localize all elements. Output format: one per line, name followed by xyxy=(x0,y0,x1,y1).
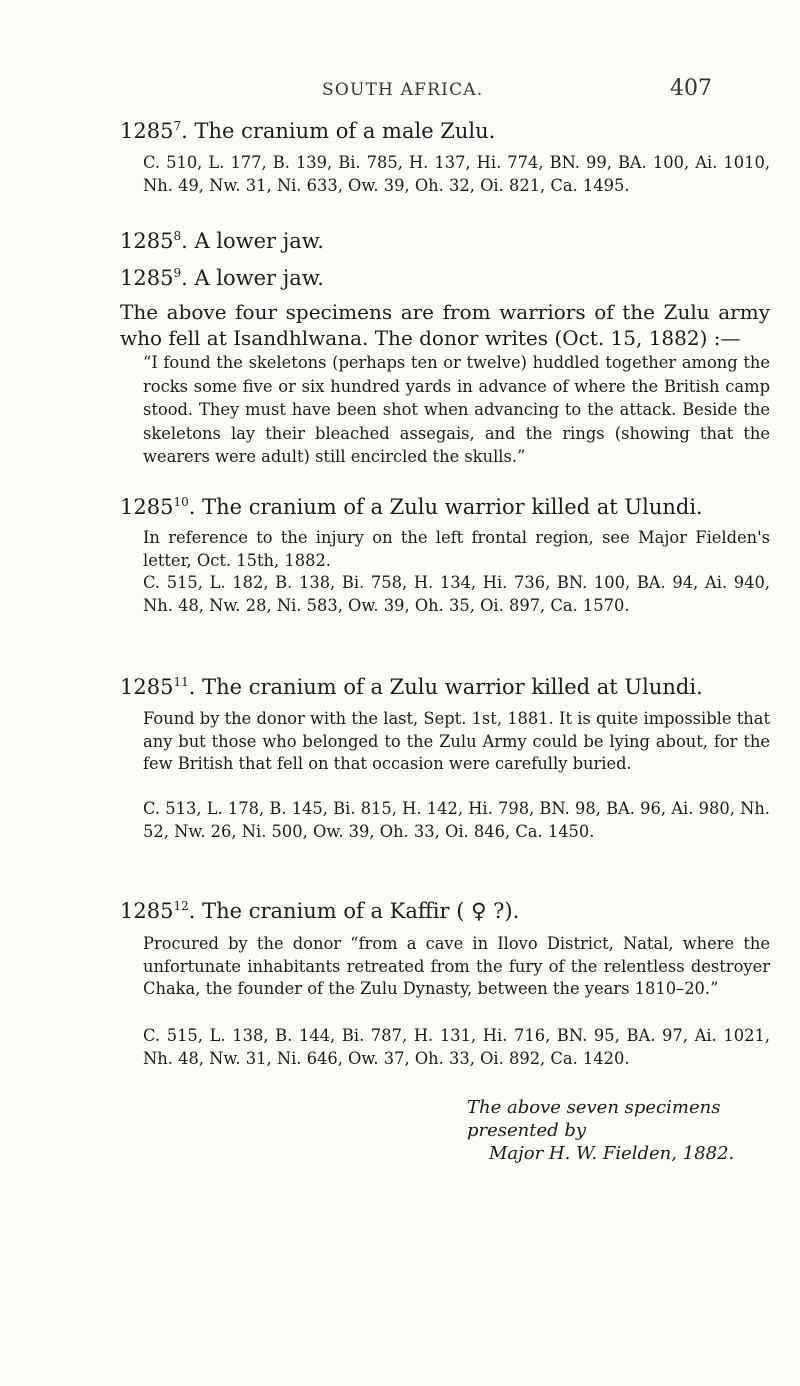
entry-1285-12-note: Procured by the donor “from a cave in Ilovo District, Natal, where the unfortunate inhabitants retreated from the fury of the relentless destroyer Chaka, the founder of the Zulu Dynasty, between the years 1810–20.” xyxy=(143,934,770,998)
page-number: 407 xyxy=(670,76,712,101)
entry-1285-12-measurements: C. 515, L. 138, B. 144, Bi. 787, H. 131, Hi. 716, BN. 95, BA. 97, Ai. 1021, Nh. 48, Nw. 31, Ni. 646, Ow. 37, Oh. 33, Oi. 892, Ca. 1420. xyxy=(143,1026,770,1068)
catalogue-number: 1285 xyxy=(120,229,174,253)
presentation-credit xyxy=(467,1096,800,1165)
catalogue-number: 1285 xyxy=(120,495,174,519)
entry-1285-10-note: In reference to the injury on the left frontal region, see Major Fielden's letter, Oct. 15th, 1882. xyxy=(143,528,770,570)
entry-1285-11-note: Found by the donor with the last, Sept. 1st, 1881. It is quite impossible that any but those who belonged to the Zulu Army could be lying about, for the few British that fell on that occasion were carefully buried. xyxy=(143,709,770,773)
catalogue-number: 1285 xyxy=(120,899,174,923)
entry-1285-8-title xyxy=(120,228,760,254)
catalogue-number: 1285 xyxy=(120,266,174,290)
entry-1285-9-title xyxy=(120,265,760,291)
entry-1285-11-measurements: C. 513, L. 178, B. 145, Bi. 815, H. 142, Hi. 798, BN. 98, BA. 96, Ai. 980, Nh. 52, Nw. 26, Ni. 500, Ow. 39, Oh. 33, Oi. 846, Ca. 1450. xyxy=(143,799,770,841)
entry-1285-10-measurements: C. 515, L. 182, B. 138, Bi. 758, H. 134, Hi. 736, BN. 100, BA. 94, Ai. 940, Nh. 48, Nw. 28, Ni. 583, Ow. 39, Oh. 35, Oi. 897, Ca. 1570. xyxy=(143,573,770,615)
entry-title: . A lower jaw. xyxy=(181,266,324,290)
catalogue-number: 1285 xyxy=(120,119,174,143)
entry-1285-10-title xyxy=(120,494,760,520)
catalogue-superscript: 11 xyxy=(173,675,189,689)
credit-line-1: The above seven specimens presented by xyxy=(467,1097,721,1141)
catalogue-superscript: 12 xyxy=(173,899,189,913)
entry-1285-7-title xyxy=(120,118,760,144)
entry-1285-11-title xyxy=(120,674,760,700)
entry-title: . The cranium of a Kaffir ( ♀ ?). xyxy=(188,899,520,923)
entry-1285-12-title xyxy=(120,898,760,924)
credit-line-2: Major H. W. Fielden, 1882. xyxy=(489,1143,735,1164)
entry-1285-7-measurements: C. 510, L. 177, B. 139, Bi. 785, H. 137, Hi. 774, BN. 99, BA. 100, Ai. 1010, Nh. 49, Nw. 31, Ni. 633, Ow. 39, Oh. 32, Oi. 821, Ca. 1495. xyxy=(143,153,770,195)
donor-quote: “I found the skeletons (perhaps ten or twelve) huddled together among the rocks some five or six hundred yards in advance of where the British camp stood. They must have been shot when advancing to the attack. Beside the skeletons lay their bleached assegais, and the rings (showing that the wearers were adult) still encircled the skulls.” xyxy=(143,353,770,466)
entry-title: . A lower jaw. xyxy=(181,229,324,253)
entry-title: . The cranium of a Zulu warrior killed at Ulundi. xyxy=(188,675,703,699)
entry-title: . The cranium of a Zulu warrior killed at Ulundi. xyxy=(188,495,703,519)
catalogue-superscript: 8 xyxy=(173,229,182,243)
catalogue-superscript: 10 xyxy=(173,495,189,509)
warriors-paragraph: The above four specimens are from warriors of the Zulu army who fell at Isandhlwana. The donor writes (Oct. 15, 1882) :— xyxy=(120,300,770,350)
catalogue-superscript: 7 xyxy=(173,119,182,133)
catalogue-superscript: 9 xyxy=(173,266,182,280)
running-head: SOUTH AFRICA. xyxy=(322,80,484,100)
catalogue-number: 1285 xyxy=(120,675,174,699)
entry-title: . The cranium of a male Zulu. xyxy=(181,119,496,143)
